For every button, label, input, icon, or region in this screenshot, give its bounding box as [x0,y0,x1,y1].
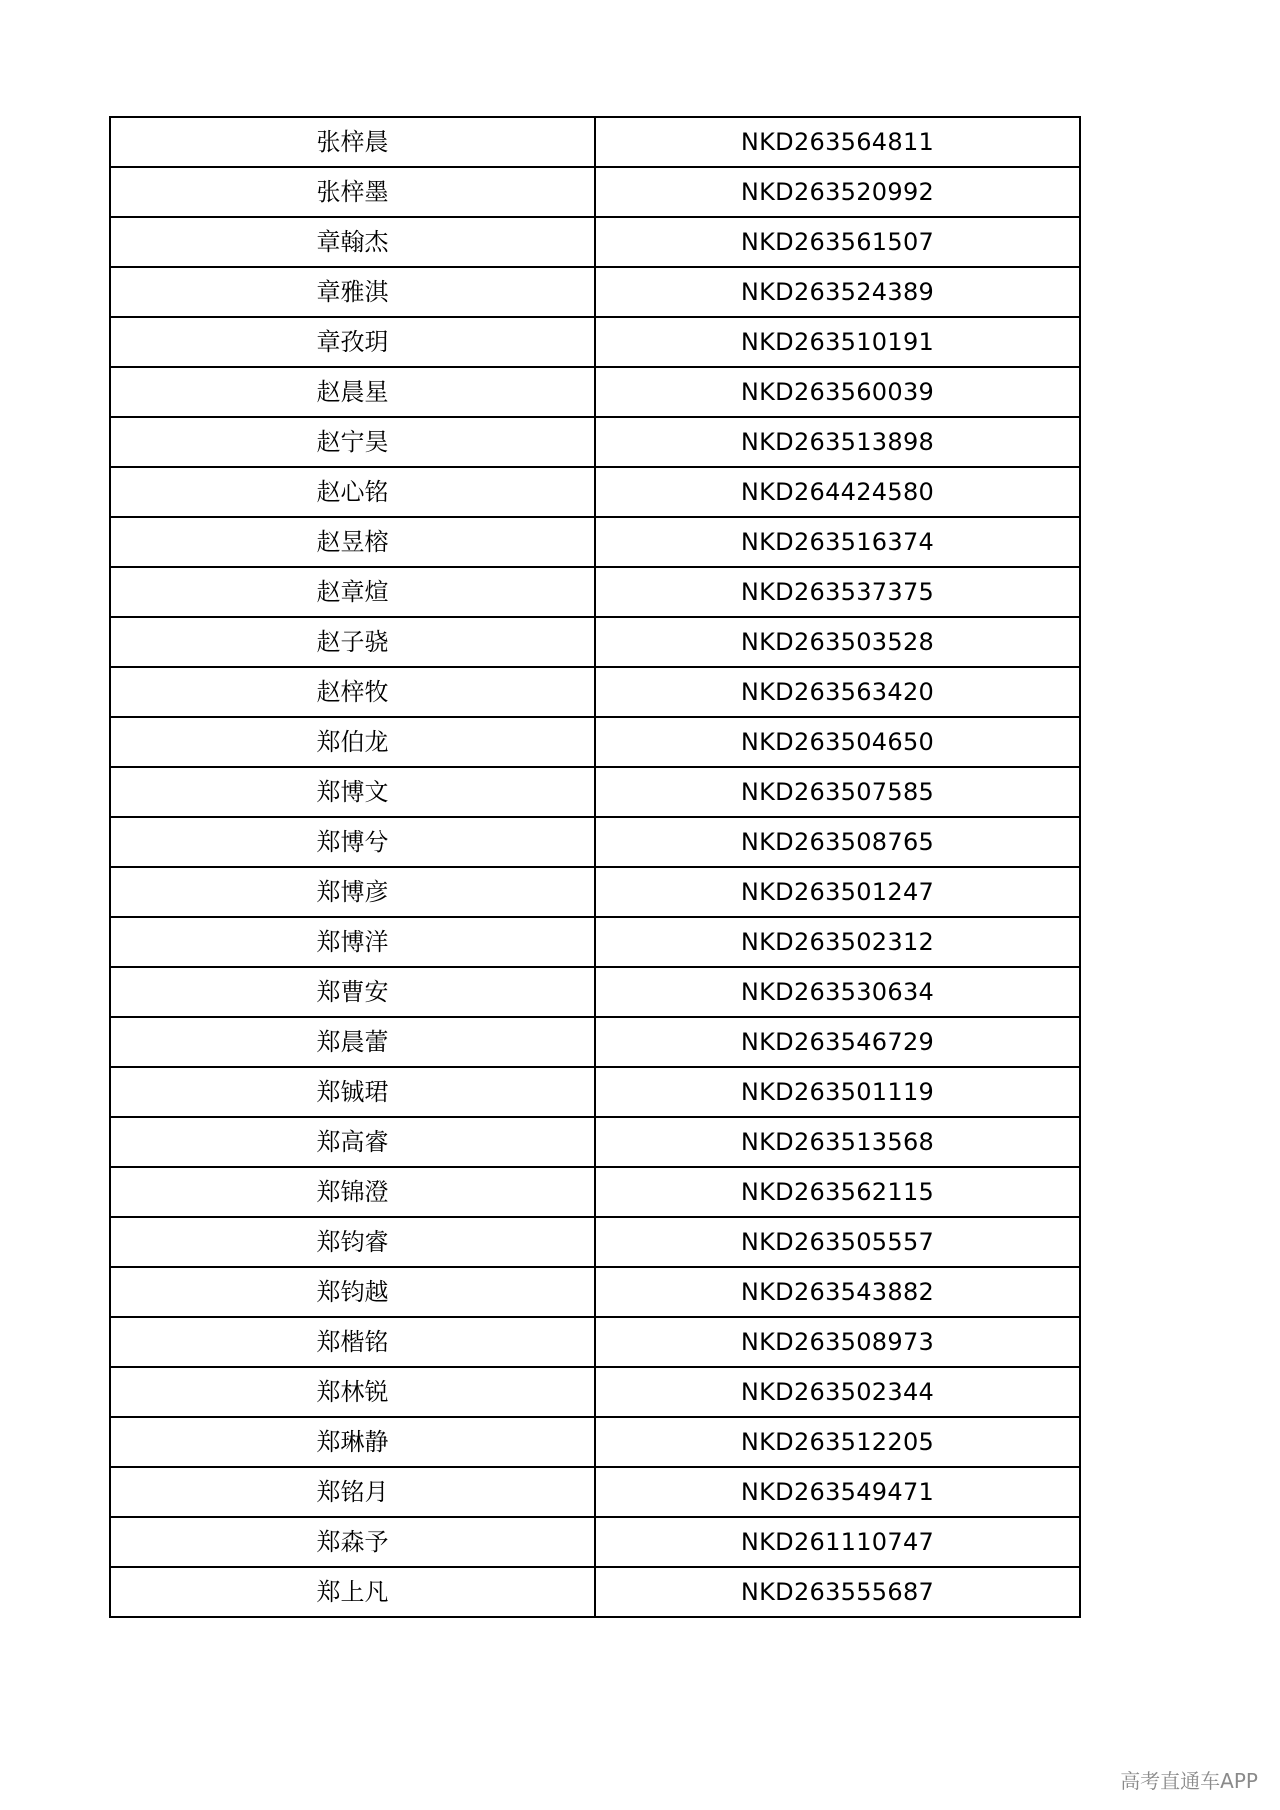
name-cell: 张梓晨 [110,117,595,167]
table-row [110,1567,1080,1617]
id-cell: NKD263504650 [595,717,1080,767]
table-row [110,167,1080,217]
id-cell: NKD263561507 [595,217,1080,267]
name-cell: 章雅淇 [110,267,595,317]
name-cell: 郑曹安 [110,967,595,1017]
table-row [110,1367,1080,1417]
table-row [110,1167,1080,1217]
id-cell: NKD263524389 [595,267,1080,317]
table-row [110,1267,1080,1317]
table-row [110,1317,1080,1367]
id-cell: NKD263564811 [595,117,1080,167]
id-cell: NKD263505557 [595,1217,1080,1267]
id-cell: NKD263510191 [595,317,1080,367]
table-row [110,1517,1080,1567]
table-row [110,417,1080,467]
id-cell: NKD263508973 [595,1317,1080,1367]
table-row [110,667,1080,717]
id-cell: NKD263520992 [595,167,1080,217]
name-cell: 郑博文 [110,767,595,817]
table-row [110,1467,1080,1517]
table-row [110,817,1080,867]
id-cell: NKD263513568 [595,1117,1080,1167]
name-cell: 郑高睿 [110,1117,595,1167]
table-row [110,867,1080,917]
table-row [110,467,1080,517]
table-row [110,917,1080,967]
id-cell: NKD263537375 [595,567,1080,617]
name-cell: 张梓墨 [110,167,595,217]
table-row [110,617,1080,667]
table-row [110,1017,1080,1067]
id-cell: NKD263562115 [595,1167,1080,1217]
name-cell: 赵心铭 [110,467,595,517]
name-cell: 郑博洋 [110,917,595,967]
id-cell: NKD263555687 [595,1567,1080,1617]
roster-table [109,116,1081,1618]
id-cell: NKD263530634 [595,967,1080,1017]
name-cell: 郑伯龙 [110,717,595,767]
name-cell: 郑楷铭 [110,1317,595,1367]
id-cell: NKD263546729 [595,1017,1080,1067]
table-row [110,367,1080,417]
name-cell: 赵子骁 [110,617,595,667]
table-row [110,1117,1080,1167]
id-cell: NKD264424580 [595,467,1080,517]
id-cell: NKD263502344 [595,1367,1080,1417]
table-row [110,767,1080,817]
id-cell: NKD263543882 [595,1267,1080,1317]
id-cell: NKD263512205 [595,1417,1080,1467]
id-cell: NKD263563420 [595,667,1080,717]
name-cell: 郑钧睿 [110,1217,595,1267]
table-row [110,217,1080,267]
table-row [110,317,1080,367]
table-row [110,717,1080,767]
name-cell: 郑博兮 [110,817,595,867]
name-cell: 郑上凡 [110,1567,595,1617]
name-cell: 郑锦澄 [110,1167,595,1217]
table-row [110,967,1080,1017]
table-row [110,267,1080,317]
name-cell: 郑琳静 [110,1417,595,1467]
name-cell: 赵昱榕 [110,517,595,567]
name-cell: 郑林锐 [110,1367,595,1417]
id-cell: NKD261110747 [595,1517,1080,1567]
name-cell: 郑晨蕾 [110,1017,595,1067]
name-cell: 郑铖珺 [110,1067,595,1117]
id-cell: NKD263501247 [595,867,1080,917]
name-cell: 赵晨星 [110,367,595,417]
name-cell: 赵章煊 [110,567,595,617]
id-cell: NKD263502312 [595,917,1080,967]
name-cell: 章翰杰 [110,217,595,267]
watermark-text: 高考直通车APP [1120,1769,1258,1793]
id-cell: NKD263501119 [595,1067,1080,1117]
id-cell: NKD263513898 [595,417,1080,467]
name-cell: 赵梓牧 [110,667,595,717]
id-cell: NKD263516374 [595,517,1080,567]
id-cell: NKD263503528 [595,617,1080,667]
name-cell: 郑铭月 [110,1467,595,1517]
id-cell: NKD263549471 [595,1467,1080,1517]
name-cell: 赵宁昊 [110,417,595,467]
table-row [110,517,1080,567]
table-row [110,1217,1080,1267]
name-cell: 郑博彦 [110,867,595,917]
name-cell: 章孜玥 [110,317,595,367]
name-cell: 郑钧越 [110,1267,595,1317]
table-row [110,1067,1080,1117]
name-cell: 郑森予 [110,1517,595,1567]
roster-body [110,117,1080,1617]
id-cell: NKD263560039 [595,367,1080,417]
id-cell: NKD263508765 [595,817,1080,867]
table-row [110,567,1080,617]
id-cell: NKD263507585 [595,767,1080,817]
table-row [110,1417,1080,1467]
table-row [110,117,1080,167]
